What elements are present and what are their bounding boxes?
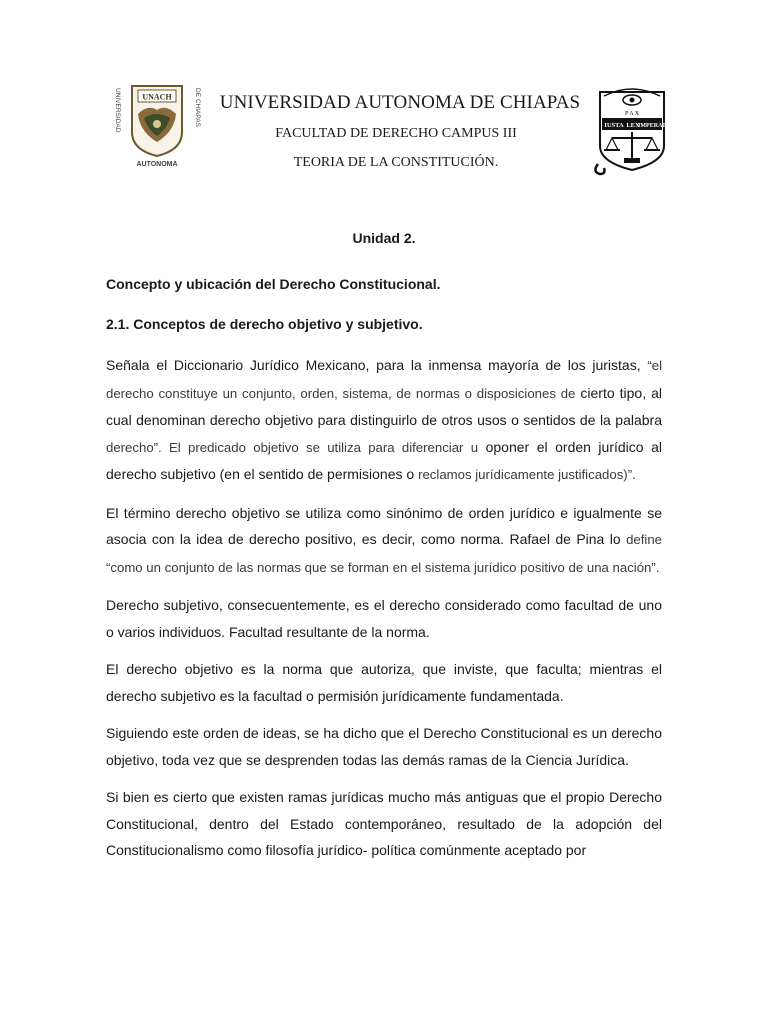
p1-quote-1: “el derecho constituye un conjunto, orden, sistema, de normas o disposiciones de [106,358,662,401]
law-faculty-logo [590,84,674,176]
logo-banner-mid: LEX [626,122,640,129]
paragraph-1 [106,352,662,489]
university-title: UNIVERSIDAD AUTONOMA DE CHIAPAS [219,92,581,113]
logo-ring-text-left: UNIVERSIDAD [114,88,121,133]
subsection-heading: 2.1. Conceptos de derecho objetivo y subjetivo. [106,316,423,332]
paragraph-5: Siguiendo este orden de ideas, se ha dicho que el Derecho Constitucional es un derecho objetivo, toda vez que se desprenden todas las demás ramas de la Ciencia Jurídica. [106,725,662,768]
logo-top-text: P A X [624,111,640,117]
p1-text-b: cierto tipo, al cual denominan derecho objetivo para distinguirlo de otros usos o sentidos de la palabra [106,384,662,428]
p2-quote: define “como un conjunto de las normas que se forman en el sistema jurídico positivo de una nación”. [106,532,662,575]
logo-banner-left: IUSTA [604,122,624,129]
document-header [0,80,768,180]
paragraph-2 [106,500,662,582]
paragraph-4: El derecho objetivo es la norma que autoriza, que inviste, que faculta; mientras el derecho subjetivo es la facultad o permisión jurídicamente fundamentada. [106,661,662,704]
logo-shield-text: UNACH [142,92,172,102]
paragraph-3: Derecho subjetivo, consecuentemente, es el derecho considerado como facultad de uno o varios individuos. Facultad resultante de la norma. [106,597,662,640]
document-body [106,226,662,875]
course-name: TEORIA DE LA CONSTITUCIÓN. [293,155,499,170]
p1-quote-3: reclamos jurídicamente justificados)”. [418,467,636,482]
section-heading: Concepto y ubicación del Derecho Constitucional. [106,276,441,292]
p1-text-c: oponer el orden jurídico al derecho subjetivo (en el sentido de permisiones o [106,438,662,482]
logo-ring-text-right: DE CHIAPAS [194,88,201,127]
paragraph-6: Si bien es cierto que existen ramas jurídicas mucho más antiguas que el propio Derecho Constitucional, dentro del Estado contemporáneo, resultado de la adopción del Constitucionalismo como filosofía jurídico- política comúnmente aceptado por [106,789,662,858]
p2-text-a: El término derecho objetivo se utiliza como sinónimo de orden jurídico e igualmente se asocia con la idea de derecho positivo, es decir, como norma. Rafael de Pina lo [106,504,662,547]
logo-banner-right: IMPERAT [638,123,666,129]
unit-heading: Unidad 2. [352,230,416,246]
p1-quote-2: derecho”. El predicado objetivo se utiliza para diferenciar u [106,439,479,455]
logo-bottom-text: AUTONOMA [136,161,178,168]
faculty-name: FACULTAD DE DERECHO CAMPUS III [275,126,517,141]
p1-text-a: Señala el Diccionario Jurídico Mexicano, para la inmensa mayoría de los juristas, [106,357,648,373]
unach-logo [110,80,206,168]
